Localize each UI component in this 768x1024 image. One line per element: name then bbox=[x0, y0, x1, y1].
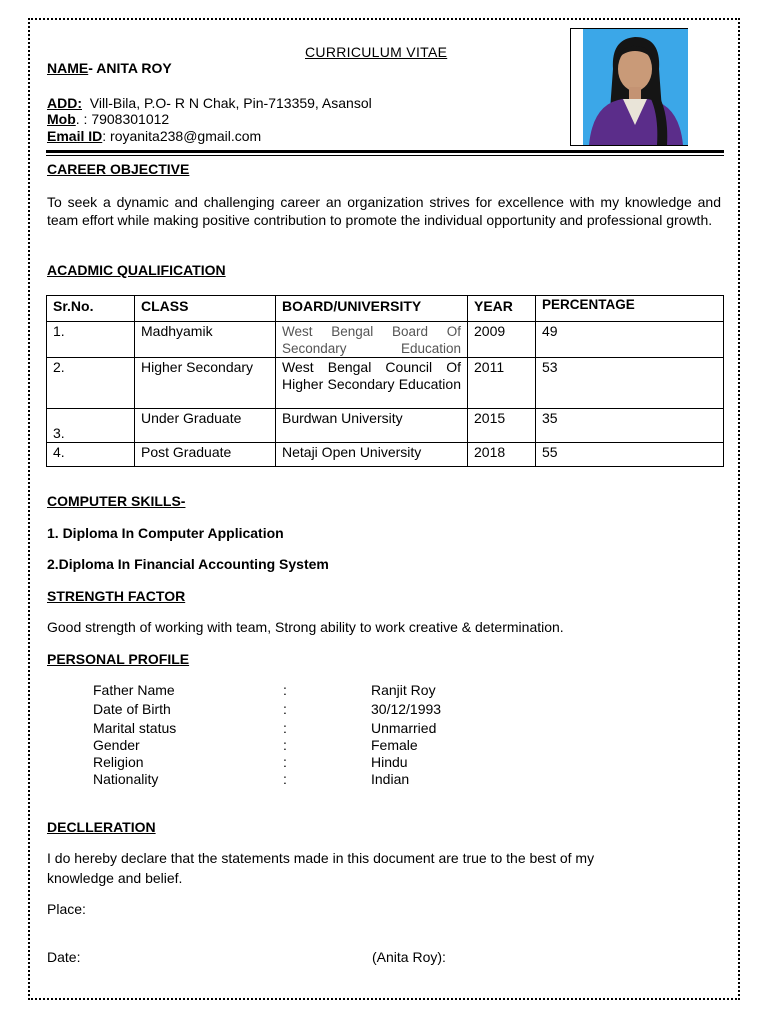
profile-photo bbox=[583, 29, 688, 145]
declaration-text-line1: I do hereby declare that the statements made in this document are true to the best of my bbox=[47, 850, 595, 866]
profile-value-dob: 30/12/1993 bbox=[371, 701, 442, 717]
cell-srno: 2. bbox=[47, 358, 135, 409]
skills-heading: COMPUTER SKILLS- bbox=[47, 493, 186, 509]
name-label: NAME bbox=[47, 60, 89, 76]
header-rule-thin bbox=[46, 155, 724, 156]
profile-sep: : bbox=[283, 701, 287, 717]
profile-label-dob: Date of Birth bbox=[93, 701, 171, 717]
profile-label-father: Father Name bbox=[93, 682, 175, 698]
profile-sep: : bbox=[283, 720, 287, 736]
cell-percentage: 49 bbox=[536, 322, 724, 358]
header-rule-thick bbox=[46, 150, 724, 153]
signature-name: (Anita Roy): bbox=[372, 949, 446, 965]
skill-item-2: 2.Diploma In Financial Accounting System bbox=[47, 556, 329, 572]
profile-value-father: Ranjit Roy bbox=[371, 682, 436, 698]
cell-year: 2009 bbox=[468, 322, 536, 358]
cell-board: Netaji Open University bbox=[276, 443, 468, 467]
col-header-percentage: PERCENTAGE bbox=[536, 296, 724, 322]
email-label: Email ID bbox=[47, 128, 103, 144]
cell-board: West Bengal Board Of Secondary Education bbox=[276, 322, 468, 358]
table-row bbox=[47, 409, 724, 443]
col-header-year: YEAR bbox=[468, 296, 536, 322]
declaration-heading: DECLLERATION bbox=[47, 819, 156, 835]
qualification-table bbox=[46, 295, 724, 467]
profile-sep: : bbox=[283, 682, 287, 698]
cell-srno: 4. bbox=[47, 443, 135, 467]
profile-label-religion: Religion bbox=[93, 754, 144, 770]
mobile-value: . : 7908301012 bbox=[75, 111, 170, 127]
name-value: - ANITA ROY bbox=[88, 60, 172, 76]
profile-sep: : bbox=[283, 737, 287, 753]
cell-class: Post Graduate bbox=[135, 443, 276, 467]
address-line bbox=[47, 95, 372, 112]
profile-value-marital: Unmarried bbox=[371, 720, 437, 736]
profile-value-religion: Hindu bbox=[371, 754, 408, 770]
address-label: ADD: bbox=[47, 95, 82, 111]
cell-srno: 1. bbox=[47, 322, 135, 358]
col-header-srno: Sr.No. bbox=[47, 296, 135, 322]
email-value: : royanita238@gmail.com bbox=[102, 128, 262, 144]
name-line bbox=[47, 60, 172, 77]
cell-year: 2011 bbox=[468, 358, 536, 409]
qualification-heading: ACADMIC QUALIFICATION bbox=[47, 262, 226, 278]
career-text: To seek a dynamic and challenging career an organization strives for excellence with my knowledge and team effort while making positive contribution to promote the individual opportunity and professional growth. bbox=[47, 194, 721, 228]
profile-value-nationality: Indian bbox=[371, 771, 410, 787]
table-row bbox=[47, 322, 724, 358]
table-header-row bbox=[47, 296, 724, 322]
document-title: CURRICULUM VITAE bbox=[305, 44, 448, 60]
address-value: Vill-Bila, P.O- R N Chak, Pin-713359, Asansol bbox=[89, 95, 372, 111]
col-header-board: BOARD/UNIVERSITY bbox=[276, 296, 468, 322]
profile-label-nationality: Nationality bbox=[93, 771, 159, 787]
profile-label-gender: Gender bbox=[93, 737, 140, 753]
mobile-line bbox=[47, 111, 169, 128]
cell-srno: 3. bbox=[47, 409, 135, 443]
email-line bbox=[47, 128, 261, 145]
date-label: Date: bbox=[47, 949, 81, 965]
cell-year: 2015 bbox=[468, 409, 536, 443]
place-label: Place: bbox=[47, 901, 86, 917]
cell-percentage: 55 bbox=[536, 443, 724, 467]
profile-sep: : bbox=[283, 754, 287, 770]
strength-heading: STRENGTH FACTOR bbox=[47, 588, 186, 604]
col-header-class: CLASS bbox=[135, 296, 276, 322]
profile-label-marital: Marital status bbox=[93, 720, 177, 736]
career-heading: CAREER OBJECTIVE bbox=[47, 161, 190, 177]
table-row bbox=[47, 443, 724, 467]
profile-sep: : bbox=[283, 771, 287, 787]
table-row bbox=[47, 358, 724, 409]
skill-item-1: 1. Diploma In Computer Application bbox=[47, 525, 284, 541]
declaration-text-line2: knowledge and belief. bbox=[47, 870, 183, 886]
cell-percentage: 35 bbox=[536, 409, 724, 443]
profile-value-gender: Female bbox=[371, 737, 418, 753]
cell-board: West Bengal Council Of Higher Secondary Education bbox=[276, 358, 468, 409]
cell-percentage: 53 bbox=[536, 358, 724, 409]
cell-class: Madhyamik bbox=[135, 322, 276, 358]
cell-board: Burdwan University bbox=[276, 409, 468, 443]
cell-class: Under Graduate bbox=[135, 409, 276, 443]
strength-text: Good strength of working with team, Strong ability to work creative & determination. bbox=[47, 619, 564, 635]
profile-photo-graphic bbox=[583, 29, 688, 145]
cell-year: 2018 bbox=[468, 443, 536, 467]
profile-heading: PERSONAL PROFILE bbox=[47, 651, 190, 667]
mobile-label: Mob bbox=[47, 111, 76, 127]
cell-class: Higher Secondary bbox=[135, 358, 276, 409]
